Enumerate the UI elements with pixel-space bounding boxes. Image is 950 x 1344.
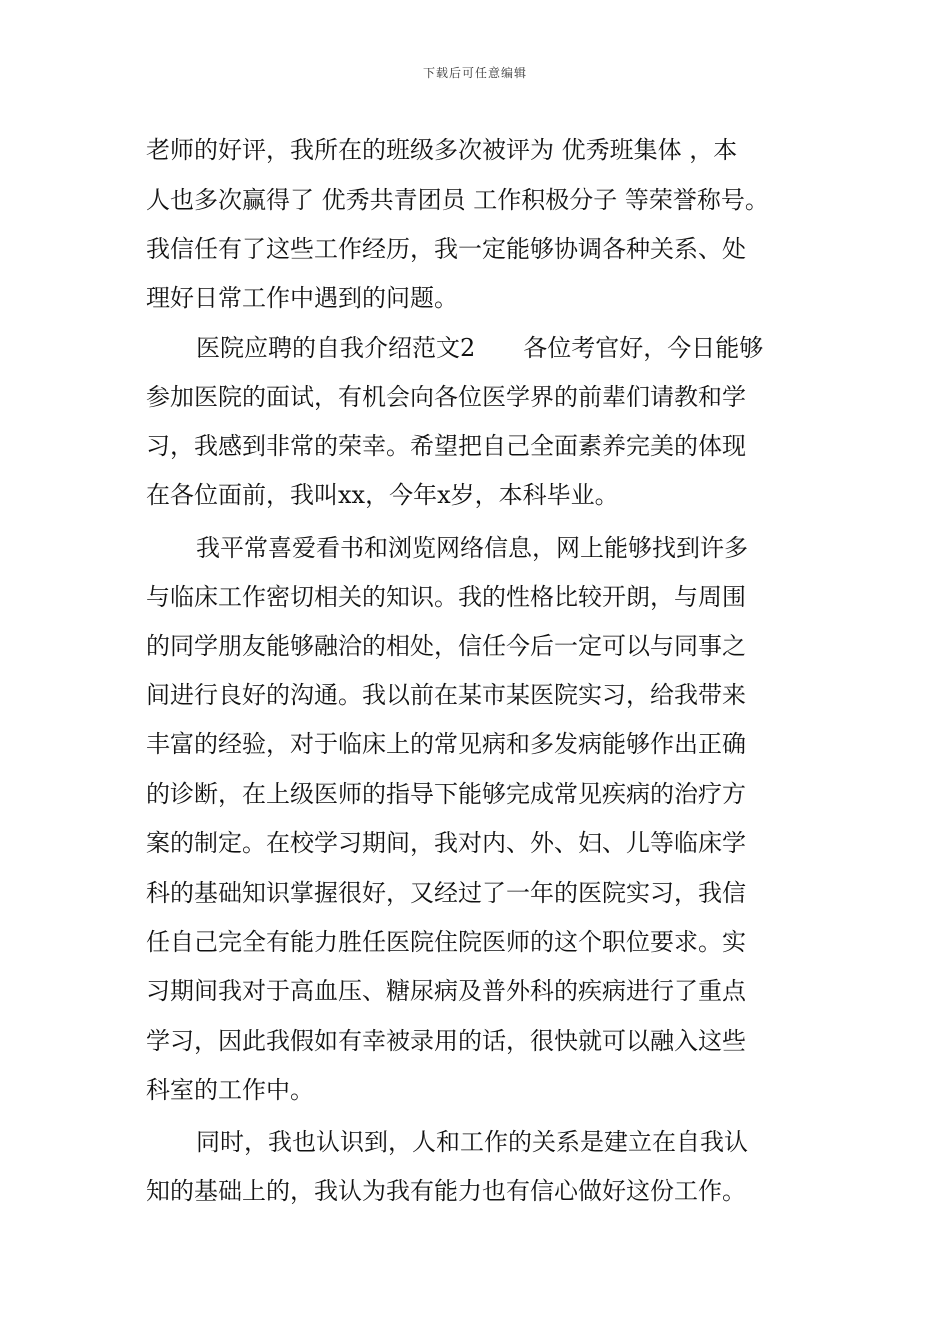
text-line: 参加医院的面试，有机会向各位医学界的前辈们请教和学 (146, 383, 746, 411)
text-line: 人也多次赢得了 优秀共青团员 工作积极分子 等荣誉称号。 (146, 186, 769, 214)
text-line: 的诊断，在上级医师的指导下能够完成常见疾病的治疗方 (146, 780, 746, 808)
text-line: 习，我感到非常的荣幸。希望把自己全面素养完美的体现 (146, 432, 746, 460)
text-line: 科室的工作中。 (146, 1076, 314, 1104)
paragraph-start-line: 同时，我也认识到，人和工作的关系是建立在自我认 (196, 1128, 748, 1156)
text-line: 的同学朋友能够融洽的相处，信任今后一定可以与同事之 (146, 632, 746, 660)
text-line: 习期间我对于高血压、糖尿病及普外科的疾病进行了重点 (146, 977, 746, 1005)
text-line: 我信任有了这些工作经历，我一定能够协调各种关系、处 (146, 235, 746, 263)
text-line: 间进行良好的沟通。我以前在某市某医院实习，给我带来 (146, 681, 746, 709)
text-line: 科的基础知识掌握很好，又经过了一年的医院实习，我信 (146, 879, 746, 907)
text-line: 丰富的经验，对于临床上的常见病和多发病能够作出正确 (146, 730, 746, 758)
paragraph-start-line: 我平常喜爱看书和浏览网络信息，网上能够找到许多 (196, 534, 748, 562)
text-line: 知的基础上的，我认为我有能力也有信心做好这份工作。 (146, 1177, 746, 1205)
text-line: 任自己完全有能力胜任医院住院医师的这个职位要求。实 (146, 928, 746, 956)
section-heading-line: 医院应聘的自我介绍范文2 各位考官好，今日能够 (196, 334, 764, 362)
text-line: 案的制定。在校学习期间，我对内、外、妇、儿等临床学 (146, 829, 746, 857)
text-line: 在各位面前，我叫xx，今年x岁，本科毕业。 (146, 481, 619, 509)
text-line: 与临床工作密切相关的知识。我的性格比较开朗，与周围 (146, 583, 746, 611)
page-header: 下载后可任意编辑 (422, 66, 527, 80)
text-line: 老师的好评，我所在的班级多次被评为 优秀班集体 ，本 (146, 136, 738, 164)
text-line: 学习，因此我假如有幸被录用的话，很快就可以融入这些 (146, 1027, 746, 1055)
text-line: 理好日常工作中遇到的问题。 (146, 284, 458, 312)
